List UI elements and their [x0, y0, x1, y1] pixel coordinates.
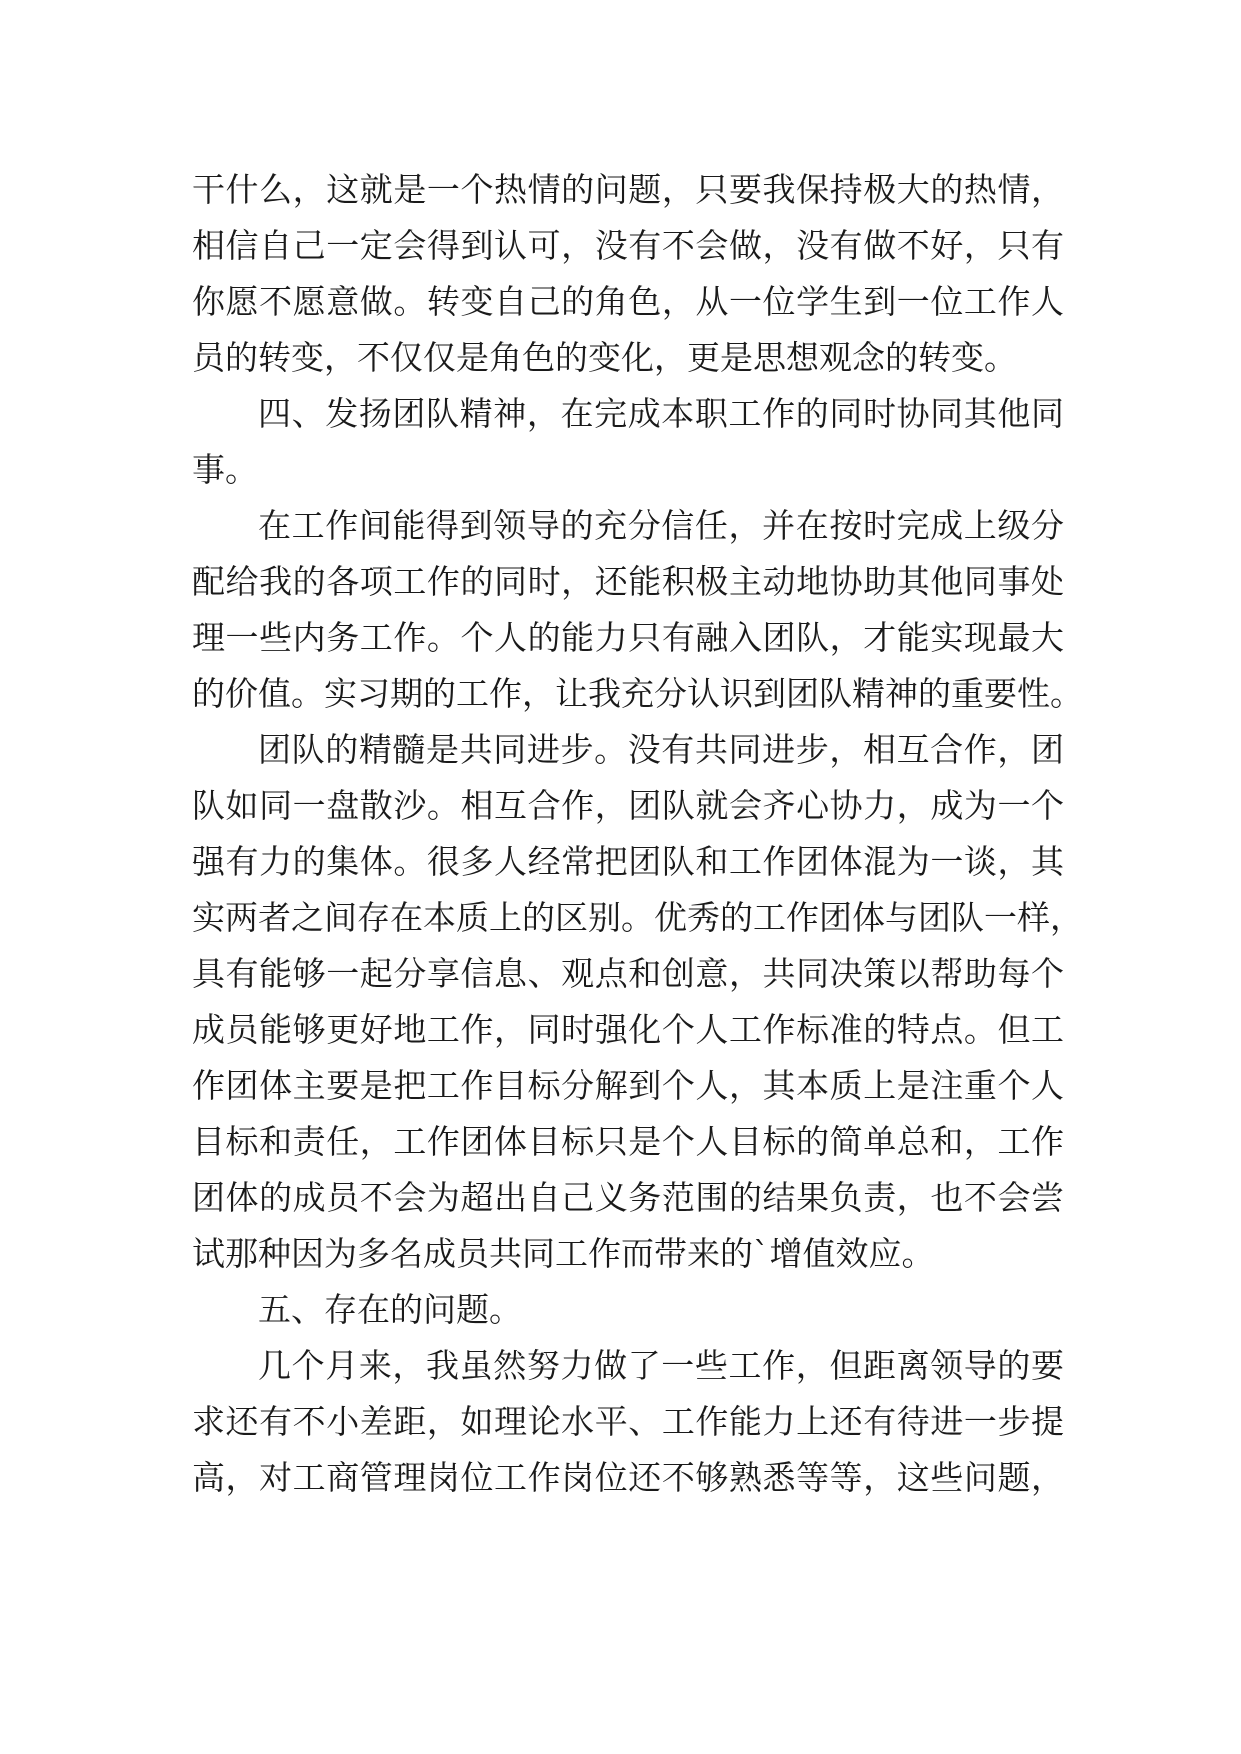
text-line: 相信自己一定会得到认可，没有不会做，没有做不好，只有: [192, 226, 1064, 265]
paragraph-first-line: 团队的精髓是共同进步。没有共同进步，相互合作，团: [258, 730, 1064, 769]
text-line: 配给我的各项工作的同时，还能积极主动地协助其他同事处: [192, 562, 1064, 601]
section-heading: 四、发扬团队精神，在完成本职工作的同时协同其他同: [258, 394, 1064, 433]
text-line: 你愿不愿意做。转变自己的角色，从一位学生到一位工作人: [192, 282, 1064, 321]
text-line: 理一些内务工作。个人的能力只有融入团队，才能实现最大: [192, 618, 1064, 657]
text-line: 作团体主要是把工作目标分解到个人，其本质上是注重个人: [192, 1066, 1064, 1105]
text-line: 团体的成员不会为超出自己义务范围的结果负责，也不会尝: [192, 1178, 1064, 1217]
text-line: 队如同一盘散沙。相互合作，团队就会齐心协力，成为一个: [192, 786, 1064, 825]
text-line: 员的转变，不仅仅是角色的变化，更是思想观念的转变。: [192, 338, 1017, 377]
text-line: 实两者之间存在本质上的区别。优秀的工作团体与团队一样，: [192, 898, 1083, 937]
text-line: 试那种因为多名成员共同工作而带来的`增值效应。: [192, 1234, 935, 1273]
paragraph-first-line: 几个月来，我虽然努力做了一些工作，但距离领导的要: [258, 1346, 1064, 1385]
text-line: 成员能够更好地工作，同时强化个人工作标准的特点。但工: [192, 1010, 1064, 1049]
text-line: 求还有不小差距，如理论水平、工作能力上还有待进一步提: [192, 1402, 1064, 1441]
text-line: 干什么，这就是一个热情的问题，只要我保持极大的热情，: [192, 170, 1064, 209]
body-text: [192, 162, 1083, 1506]
text-line: 的价值。实习期的工作，让我充分认识到团队精神的重要性。: [192, 674, 1083, 713]
text-line: 高，对工商管理岗位工作岗位还不够熟悉等等，这些问题，: [192, 1458, 1064, 1497]
text-line: 强有力的集体。很多人经常把团队和工作团体混为一谈，其: [192, 842, 1064, 881]
section-heading: 五、存在的问题。: [258, 1290, 522, 1329]
text-line: 目标和责任，工作团体目标只是个人目标的简单总和，工作: [192, 1122, 1064, 1161]
paragraph-first-line: 在工作间能得到领导的充分信任，并在按时完成上级分: [258, 506, 1064, 545]
text-line: 具有能够一起分享信息、观点和创意，共同决策以帮助每个: [192, 954, 1064, 993]
text-line: 事。: [192, 450, 258, 489]
